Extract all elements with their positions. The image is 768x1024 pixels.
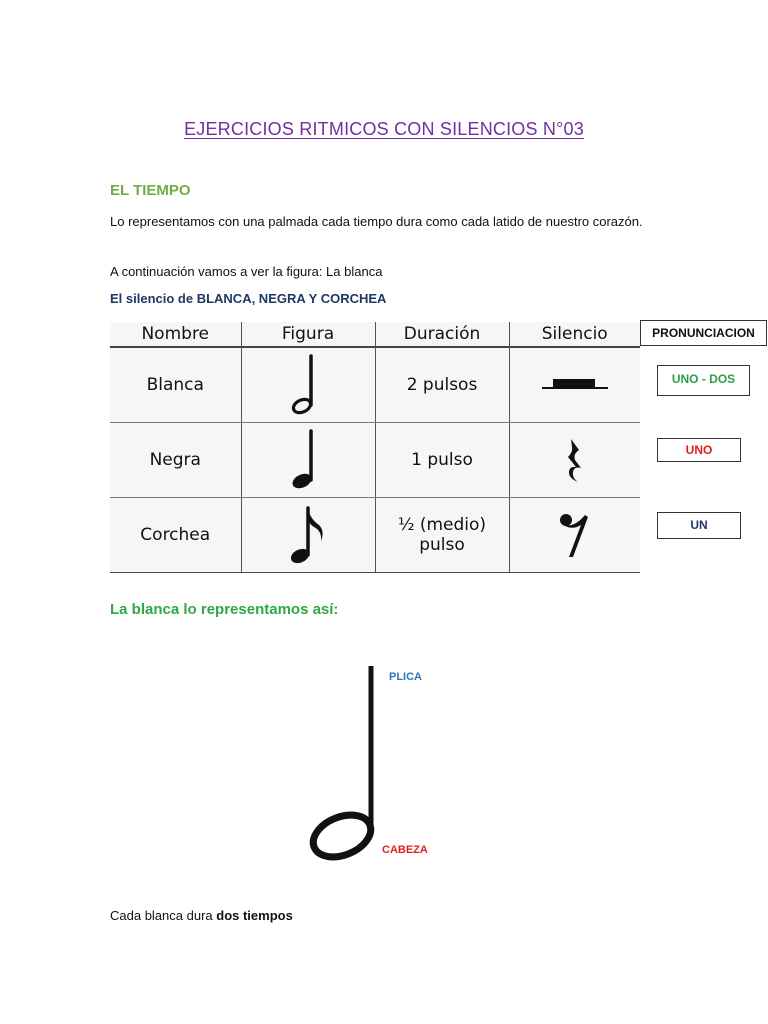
pronunciation-corchea: UN <box>657 512 741 539</box>
table-row <box>110 347 640 423</box>
eighth-note-icon <box>288 503 328 567</box>
cell-silencio <box>509 347 640 423</box>
notes-table <box>110 322 640 573</box>
blanca-heading: La blanca lo representamos así: <box>110 601 339 618</box>
figure-intro-paragraph: A continuación vamos a ver la figura: La blanca <box>110 264 383 279</box>
cell-nombre: Corchea <box>110 498 241 573</box>
quarter-rest-icon <box>560 436 590 484</box>
cell-figura <box>241 347 375 423</box>
half-rest-icon <box>540 375 610 395</box>
page-title: EJERCICIOS RITMICOS CON SILENCIOS N°03 <box>184 119 584 139</box>
intro-paragraph: Lo representamos con una palmada cada tiempo dura como cada latido de nuestro corazón. <box>110 214 643 229</box>
cell-silencio <box>509 423 640 498</box>
cell-duracion: 2 pulsos <box>375 347 509 423</box>
eighth-rest-icon <box>557 509 593 561</box>
cell-duracion: 1 pulso <box>375 423 509 498</box>
plica-label: PLICA <box>389 671 422 683</box>
header-duracion: Duración <box>375 322 509 347</box>
cell-nombre: Negra <box>110 423 241 498</box>
table-row <box>110 423 640 498</box>
cell-nombre: Blanca <box>110 347 241 423</box>
pronunciation-header: PRONUNCIACION <box>640 320 767 346</box>
footer-text-plain: Cada blanca dura <box>110 908 217 923</box>
header-figura: Figura <box>241 322 375 347</box>
quarter-note-icon <box>288 428 328 492</box>
cabeza-label: CABEZA <box>382 844 428 856</box>
footer-text <box>110 908 293 923</box>
large-half-note-icon <box>300 660 390 870</box>
table-header-row <box>110 322 640 347</box>
cell-silencio <box>509 498 640 573</box>
cell-figura <box>241 423 375 498</box>
cell-duracion: ½ (medio) pulso <box>375 498 509 573</box>
section-heading: EL TIEMPO <box>110 182 191 199</box>
footer-text-bold: dos tiempos <box>216 908 293 923</box>
header-silencio: Silencio <box>509 322 640 347</box>
header-nombre: Nombre <box>110 322 241 347</box>
pronunciation-negra: UNO <box>657 438 741 462</box>
half-note-icon <box>288 353 328 417</box>
cell-figura <box>241 498 375 573</box>
table-row <box>110 498 640 573</box>
pronunciation-blanca: UNO - DOS <box>657 365 750 396</box>
rests-subheading: El silencio de BLANCA, NEGRA Y CORCHEA <box>110 291 387 306</box>
